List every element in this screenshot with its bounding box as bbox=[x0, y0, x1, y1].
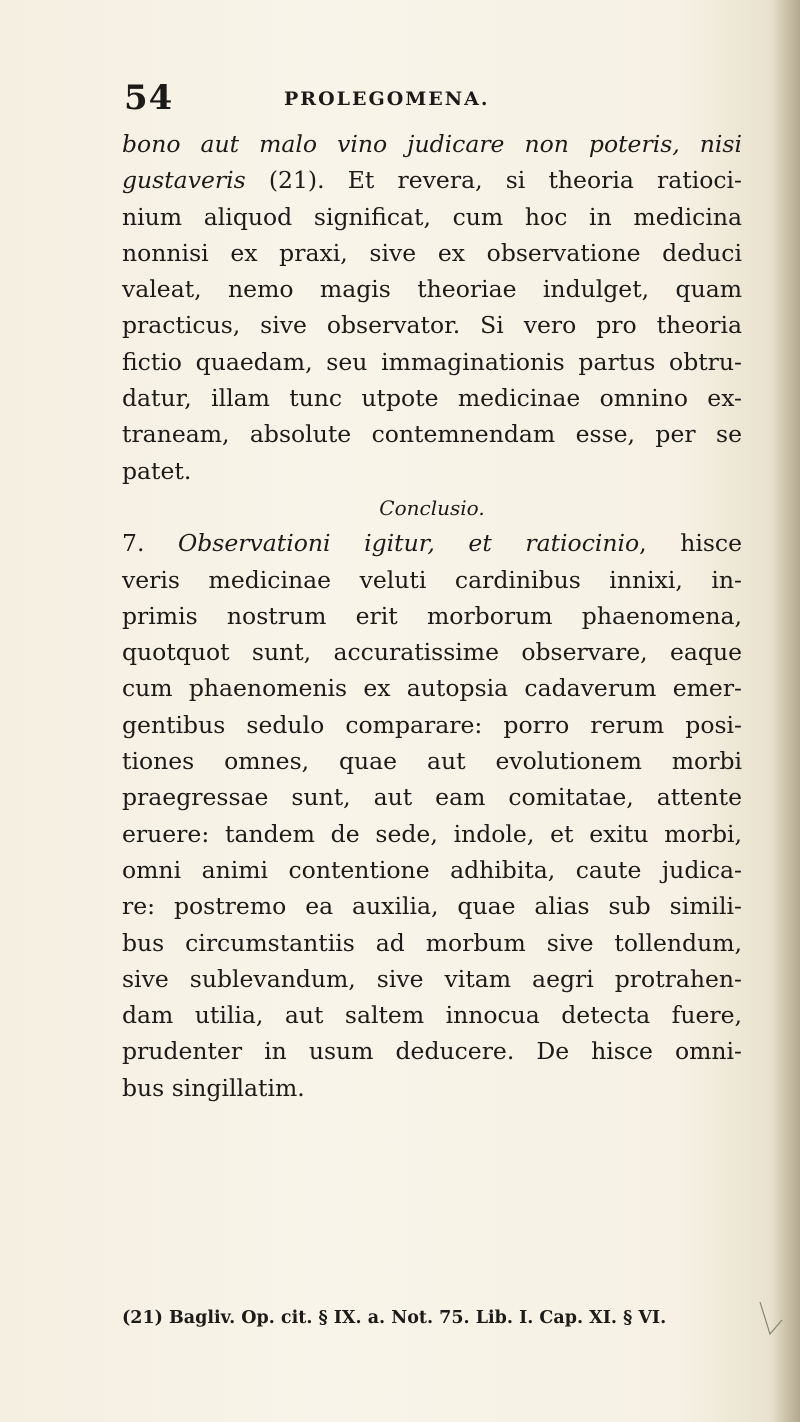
text-line: gustaveris (21). Et revera, si theoria ratioci- bbox=[122, 166, 742, 195]
running-head: PROLEGOMENA. bbox=[284, 88, 490, 110]
text-line: primis nostrum erit morborum phaenomena, bbox=[122, 601, 742, 630]
text-line: nium aliquod significat, cum hoc in medicina bbox=[122, 202, 742, 231]
text-line: tiones omnes, quae aut evolutionem morbi bbox=[122, 747, 742, 776]
text-line: sive sublevandum, sive vitam aegri protrahen- bbox=[122, 964, 742, 993]
text-line: patet. bbox=[122, 456, 192, 485]
text-line: bus circumstantiis ad morbum sive tollendum, bbox=[122, 928, 742, 957]
text-line: prudenter in usum deducere. De hisce omni- bbox=[122, 1037, 742, 1066]
text-line: cum phaenomenis ex autopsia cadaverum emer- bbox=[122, 674, 742, 703]
text-line: datur, illam tunc utpote medicinae omnino ex- bbox=[122, 384, 742, 413]
text-line: traneam, absolute contemnendam esse, per se bbox=[122, 420, 742, 449]
page-header bbox=[124, 78, 684, 118]
text-line: gentibus sedulo comparare: porro rerum posi- bbox=[122, 710, 742, 739]
body-text bbox=[122, 126, 742, 1106]
text-line: bus singillatim. bbox=[122, 1073, 305, 1102]
section-subheading: Conclusio. bbox=[379, 495, 485, 520]
text-line: bono aut malo vino judicare non poteris, nisi bbox=[122, 130, 742, 158]
text-line: 7. Observationi igitur, et ratiocinio, hisce bbox=[122, 529, 742, 558]
page-number: 54 bbox=[124, 78, 174, 118]
text-line: practicus, sive observator. Si vero pro theoria bbox=[122, 311, 742, 340]
text-line: omni animi contentione adhibita, caute judica- bbox=[122, 855, 742, 884]
text-line: eruere: tandem de sede, indole, et exitu morbi, bbox=[122, 819, 742, 848]
text-line: dam utilia, aut saltem innocua detecta fuere, bbox=[122, 1001, 742, 1030]
page-gutter-shadow bbox=[772, 0, 800, 1422]
stray-pen-mark bbox=[758, 1300, 784, 1340]
footnote: (21) Bagliv. Op. cit. § IX. a. Not. 75. Lib. I. Cap. XI. § VI. bbox=[122, 1308, 667, 1328]
text-line: re: postremo ea auxilia, quae alias sub simili- bbox=[122, 892, 742, 921]
text-line: praegressae sunt, aut eam comitatae, attente bbox=[122, 783, 742, 812]
text-line: valeat, nemo magis theoriae indulget, quam bbox=[122, 275, 742, 304]
text-line: veris medicinae veluti cardinibus innixi, in- bbox=[122, 565, 742, 594]
text-line: quotquot sunt, accuratissime observare, eaque bbox=[122, 638, 742, 667]
text-line: fictio quaedam, seu immaginationis partus obtru- bbox=[122, 347, 742, 376]
text-line: nonnisi ex praxi, sive ex observatione deduci bbox=[122, 238, 742, 267]
